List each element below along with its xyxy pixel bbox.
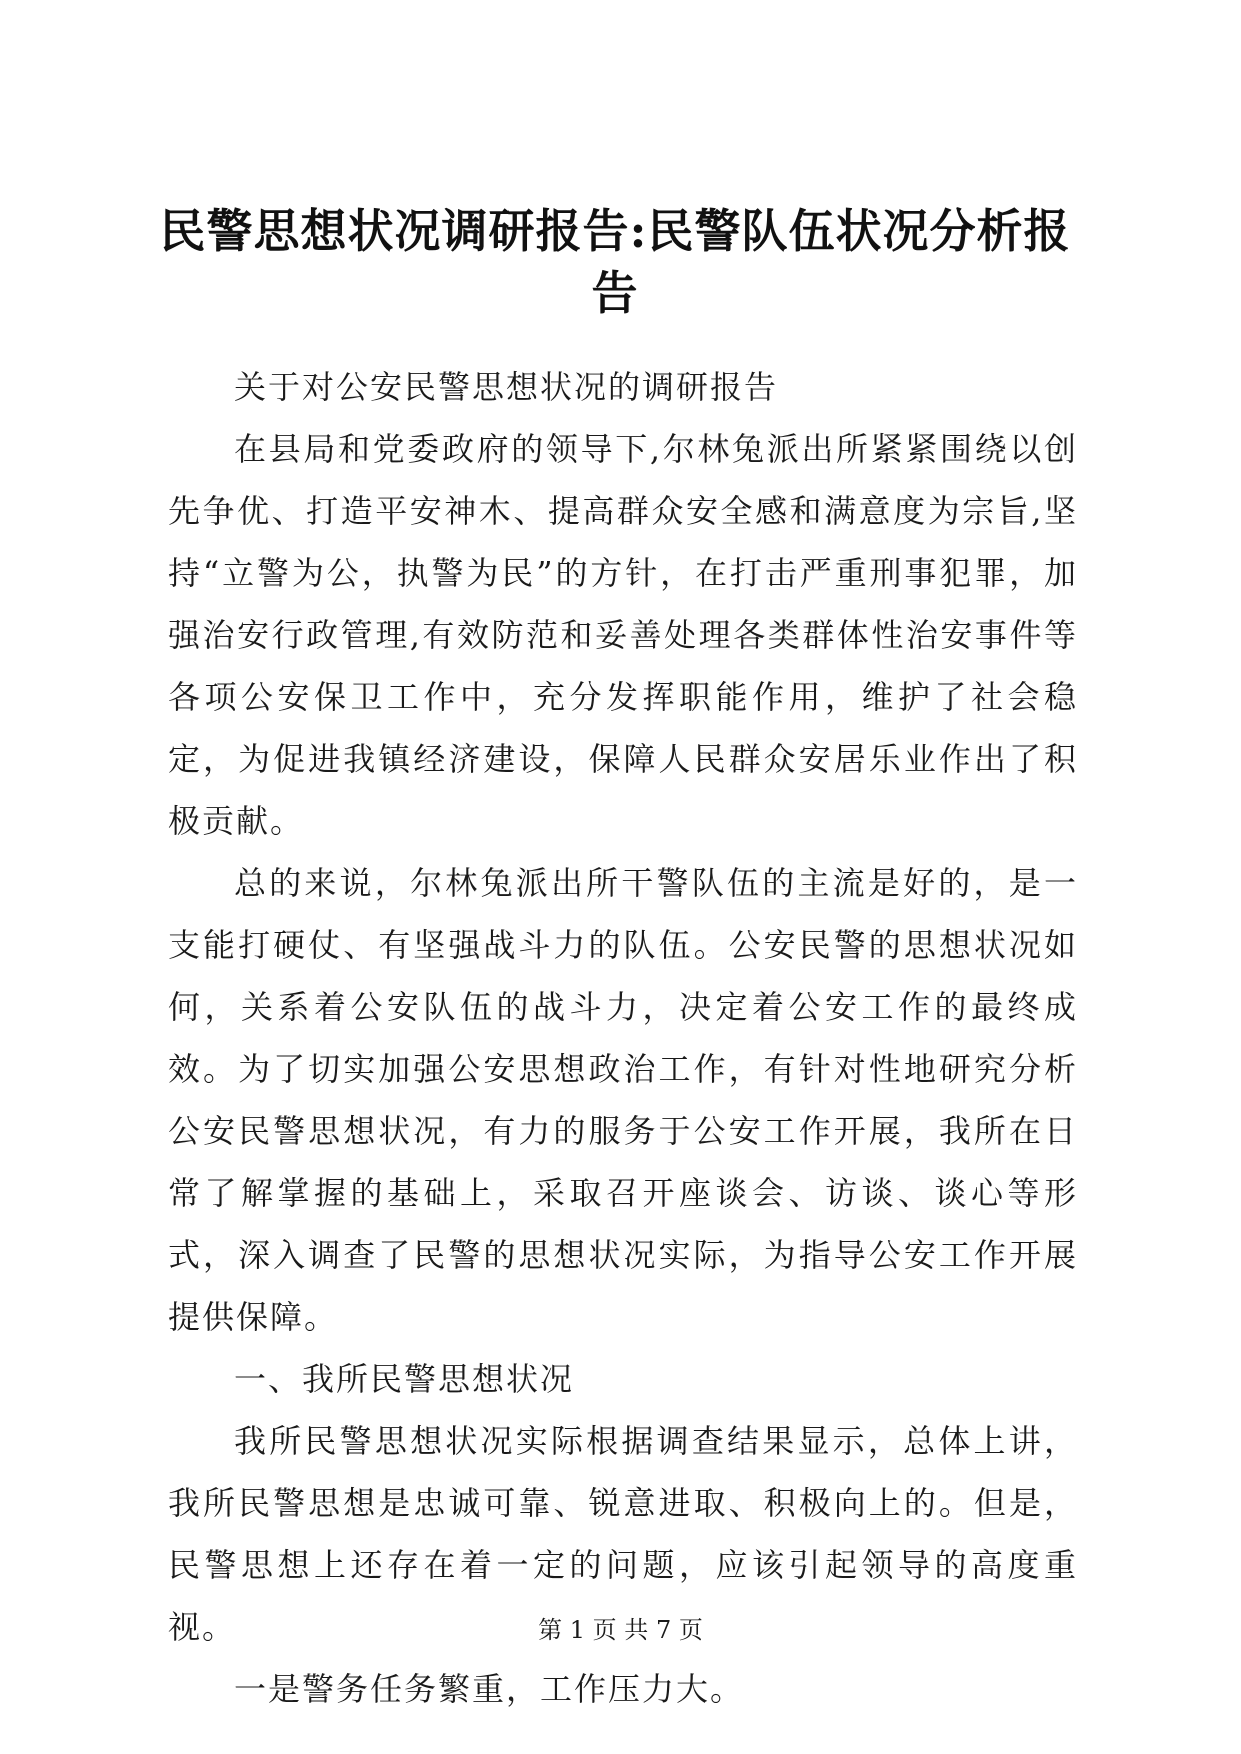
paragraph-subtitle: 关于对公安民警思想状况的调研报告 — [234, 368, 779, 406]
paragraph-survey-results: 我所民警思想状况实际根据调查结果显示，总体上讲，我所民警思想是忠诚可靠、锐意进取、积极向上的。但是，民警思想上还存在着一定的问题，应该引起领导的高度重视。 — [168, 1422, 1078, 1646]
paragraph-intro: 在县局和党委政府的领导下,尔林兔派出所紧紧围绕以创先争优、打造平安神木、提高群众安全感和满意度为宗旨,坚持“立警为公，执警为民”的方针，在打击严重刑事犯罪，加强治安行政管理,有效防范和妥善处理各类群体性治安事件等各项公安保卫工作中，充分发挥职能作用，维护了社会稳定，为促进我镇经济建设，保障人民群众安居乐业作出了积极贡献。 — [168, 430, 1078, 840]
section-heading: 一、我所民警思想状况 — [234, 1360, 575, 1398]
page-footer — [0, 1614, 1241, 1646]
document-title: 民警思想状况调研报告:民警队伍状况分析报告 — [159, 204, 1071, 320]
paragraph-summary: 总的来说，尔林兔派出所干警队伍的主流是好的，是一支能打硬仗、有坚强战斗力的队伍。公安民警的思想状况如何，关系着公安队伍的战斗力，决定着公安工作的最终成效。为了切实加强公安思想政治工作，有针对性地研究分析公安民警思想状况，有力的服务于公安工作开展，我所在日常了解掌握的基础上，采取召开座谈会、访谈、谈心等形式，深入调查了民警的思想状况实际，为指导公安工作开展提供保障。 — [168, 864, 1078, 1336]
paragraph-point-one: 一是警务任务繁重，工作压力大。 — [234, 1670, 745, 1708]
document-body — [168, 356, 1078, 1720]
page-number-label: 第 1 页 共 7 页 — [538, 1616, 703, 1644]
